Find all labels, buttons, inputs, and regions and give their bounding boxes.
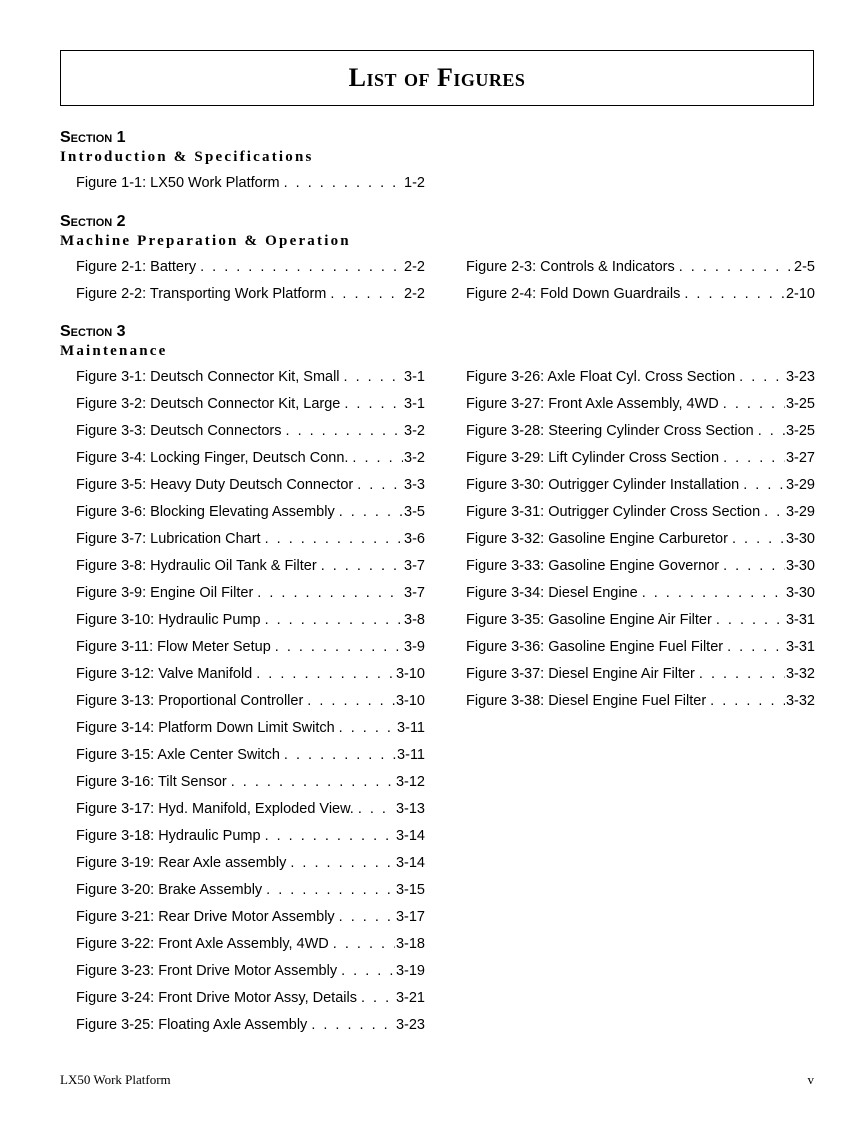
- figure-page-number: 3-11: [397, 747, 425, 763]
- figure-entry[interactable]: [466, 418, 815, 445]
- dot-leader: [716, 607, 785, 634]
- figure-page-number: 2-2: [404, 286, 425, 302]
- left-column: [76, 364, 425, 1039]
- dot-leader: [739, 364, 785, 391]
- figure-entry[interactable]: [76, 715, 425, 742]
- figure-label: Figure 3-2: Deutsch Connector Kit, Large: [76, 396, 341, 412]
- dot-leader: [265, 607, 403, 634]
- figure-page-number: 3-32: [785, 693, 815, 709]
- figure-label: Figure 3-4: Locking Finger, Deutsch Conn.: [76, 450, 349, 466]
- dot-leader: [764, 499, 785, 526]
- figure-entry[interactable]: [76, 418, 425, 445]
- dot-leader: [330, 281, 403, 308]
- dot-leader: [727, 634, 785, 661]
- dot-leader: [758, 418, 785, 445]
- figure-entry[interactable]: [76, 607, 425, 634]
- figure-label: Figure 2-1: Battery: [76, 259, 197, 275]
- figure-label: Figure 3-35: Gasoline Engine Air Filter: [466, 612, 712, 628]
- dot-leader: [339, 715, 396, 742]
- figure-page-number: 3-30: [785, 531, 815, 547]
- figure-label: Figure 3-26: Axle Float Cyl. Cross Section: [466, 369, 736, 385]
- figure-entry[interactable]: [76, 877, 425, 904]
- figure-page-number: 3-8: [404, 612, 425, 628]
- figure-page-number: 3-18: [395, 936, 425, 952]
- figure-entry[interactable]: [76, 499, 425, 526]
- figure-page-number: 3-12: [395, 774, 425, 790]
- figure-page-number: 3-30: [785, 558, 815, 574]
- figure-page-number: 3-27: [785, 450, 815, 466]
- figure-label: Figure 3-6: Blocking Elevating Assembly: [76, 504, 335, 520]
- figure-label: Figure 3-25: Floating Axle Assembly: [76, 1017, 308, 1033]
- dot-leader: [286, 418, 404, 445]
- figure-label: Figure 2-2: Transporting Work Platform: [76, 286, 327, 302]
- figure-page-number: 3-25: [785, 423, 815, 439]
- figure-entry[interactable]: [76, 742, 425, 769]
- figure-entry[interactable]: [466, 688, 815, 715]
- figure-entry[interactable]: [76, 634, 425, 661]
- figure-page-number: 3-17: [395, 909, 425, 925]
- figure-page-number: 3-1: [404, 369, 425, 385]
- figure-entry[interactable]: [76, 985, 425, 1012]
- section-title: Machine Preparation & Operation: [60, 233, 351, 249]
- dot-leader: [642, 580, 785, 607]
- figure-label: Figure 3-38: Diesel Engine Fuel Filter: [466, 693, 707, 709]
- title-box: [60, 50, 814, 106]
- figure-entry[interactable]: [466, 472, 815, 499]
- figure-entry[interactable]: [76, 472, 425, 499]
- figure-page-number: 3-6: [404, 531, 425, 547]
- figure-label: Figure 3-24: Front Drive Motor Assy, Details: [76, 990, 357, 1006]
- figure-label: Figure 3-37: Diesel Engine Air Filter: [466, 666, 695, 682]
- dot-leader: [311, 1012, 395, 1039]
- figure-label: Figure 3-3: Deutsch Connectors: [76, 423, 282, 439]
- figure-page-number: 3-13: [395, 801, 425, 817]
- figure-page-number: 3-15: [395, 882, 425, 898]
- dot-leader: [266, 877, 395, 904]
- figure-label: Figure 2-4: Fold Down Guardrails: [466, 286, 681, 302]
- figure-label: Figure 3-28: Steering Cylinder Cross Section: [466, 423, 754, 439]
- figure-page-number: 3-7: [404, 585, 425, 601]
- dot-leader: [265, 526, 403, 553]
- figure-entry[interactable]: [76, 526, 425, 553]
- figure-page-number: 3-32: [785, 666, 815, 682]
- figure-label: Figure 3-34: Diesel Engine: [466, 585, 638, 601]
- figure-entry[interactable]: [76, 850, 425, 877]
- section-2: [60, 212, 820, 302]
- figure-entry[interactable]: [76, 580, 425, 607]
- figure-page-number: 3-2: [404, 423, 425, 439]
- dot-leader: [723, 445, 785, 472]
- dot-leader: [358, 796, 395, 823]
- figure-entry[interactable]: [76, 281, 425, 308]
- footer-doc-title: LX50 Work Platform: [60, 1072, 171, 1087]
- dot-leader: [231, 769, 395, 796]
- figure-label: Figure 3-8: Hydraulic Oil Tank & Filter: [76, 558, 317, 574]
- figure-label: Figure 3-11: Flow Meter Setup: [76, 639, 271, 655]
- figure-entry[interactable]: [76, 254, 425, 281]
- right-column: [466, 364, 815, 715]
- figure-label: Figure 3-29: Lift Cylinder Cross Section: [466, 450, 720, 466]
- dot-leader: [710, 688, 785, 715]
- figure-page-number: 3-14: [395, 855, 425, 871]
- section-label: Section 3: [60, 323, 126, 340]
- figure-entry[interactable]: [466, 580, 815, 607]
- section-1: [60, 128, 820, 191]
- figure-entry[interactable]: [466, 281, 815, 308]
- figure-label: Figure 3-17: Hyd. Manifold, Exploded View.: [76, 801, 354, 817]
- figure-page-number: 2-5: [794, 259, 815, 275]
- figure-page-number: 3-3: [404, 477, 425, 493]
- dot-leader: [339, 499, 403, 526]
- dot-leader: [341, 958, 395, 985]
- figure-label: Figure 3-27: Front Axle Assembly, 4WD: [466, 396, 719, 412]
- dot-leader: [333, 931, 395, 958]
- figure-entry[interactable]: [76, 364, 425, 391]
- figure-page-number: 3-2: [404, 450, 425, 466]
- figure-page-number: 3-31: [785, 639, 815, 655]
- figure-label: Figure 3-36: Gasoline Engine Fuel Filter: [466, 639, 724, 655]
- figure-entry[interactable]: [466, 526, 815, 553]
- dot-leader: [344, 391, 403, 418]
- figure-entry[interactable]: [76, 931, 425, 958]
- figure-entry[interactable]: [76, 1012, 425, 1039]
- figure-page-number: 3-23: [395, 1017, 425, 1033]
- figure-page-number: 3-21: [395, 990, 425, 1006]
- figure-entry[interactable]: [76, 391, 425, 418]
- figure-entry[interactable]: [466, 445, 815, 472]
- figure-label: Figure 3-32: Gasoline Engine Carburetor: [466, 531, 728, 547]
- figure-label: Figure 3-20: Brake Assembly: [76, 882, 263, 898]
- figure-label: Figure 3-16: Tilt Sensor: [76, 774, 227, 790]
- figure-entry[interactable]: [76, 170, 425, 197]
- footer-page-number: v: [807, 1072, 814, 1087]
- figure-label: Figure 3-10: Hydraulic Pump: [76, 612, 261, 628]
- figure-label: Figure 3-1: Deutsch Connector Kit, Small: [76, 369, 340, 385]
- left-column: [76, 170, 425, 197]
- figure-page-number: 3-29: [785, 477, 815, 493]
- left-column: [76, 254, 425, 308]
- figure-label: Figure 3-15: Axle Center Switch: [76, 747, 280, 763]
- dot-leader: [256, 661, 395, 688]
- dot-leader: [321, 553, 403, 580]
- dot-leader: [275, 634, 403, 661]
- dot-leader: [723, 391, 785, 418]
- figure-entry[interactable]: [466, 364, 815, 391]
- figure-label: Figure 3-9: Engine Oil Filter: [76, 585, 254, 601]
- figure-label: Figure 3-12: Valve Manifold: [76, 666, 253, 682]
- figure-label: Figure 3-23: Front Drive Motor Assembly: [76, 963, 338, 979]
- figure-label: Figure 3-5: Heavy Duty Deutsch Connector: [76, 477, 354, 493]
- figure-label: Figure 3-14: Platform Down Limit Switch: [76, 720, 335, 736]
- dot-leader: [699, 661, 785, 688]
- dot-leader: [723, 553, 785, 580]
- figure-page-number: 2-10: [785, 286, 815, 302]
- figure-entry[interactable]: [466, 391, 815, 418]
- figure-page-number: 3-1: [404, 396, 425, 412]
- figure-page-number: 3-30: [785, 585, 815, 601]
- section-3: [60, 322, 820, 1033]
- figure-page-number: 3-7: [404, 558, 425, 574]
- figure-entry[interactable]: [466, 254, 815, 281]
- figure-page-number: 3-25: [785, 396, 815, 412]
- figure-page-number: 3-10: [395, 666, 425, 682]
- figure-label: Figure 3-30: Outrigger Cylinder Installation: [466, 477, 740, 493]
- figure-page-number: 3-23: [785, 369, 815, 385]
- figure-entry[interactable]: [76, 904, 425, 931]
- dot-leader: [284, 742, 396, 769]
- figure-page-number: 3-29: [785, 504, 815, 520]
- figure-label: Figure 2-3: Controls & Indicators: [466, 259, 675, 275]
- figure-label: Figure 3-7: Lubrication Chart: [76, 531, 261, 547]
- figure-label: Figure 3-33: Gasoline Engine Governor: [466, 558, 720, 574]
- dot-leader: [344, 364, 404, 391]
- figure-entry[interactable]: [76, 661, 425, 688]
- figure-entry[interactable]: [466, 553, 815, 580]
- figure-page-number: 3-9: [404, 639, 425, 655]
- dot-leader: [265, 823, 395, 850]
- dot-leader: [743, 472, 785, 499]
- dot-leader: [679, 254, 793, 281]
- section-label: Section 1: [60, 129, 126, 146]
- figure-page-number: 3-10: [395, 693, 425, 709]
- dot-leader: [684, 281, 785, 308]
- figure-entry[interactable]: [76, 553, 425, 580]
- figure-entry[interactable]: [76, 958, 425, 985]
- figure-entry[interactable]: [76, 823, 425, 850]
- figure-entry[interactable]: [466, 607, 815, 634]
- figure-label: Figure 1-1: LX50 Work Platform: [76, 175, 280, 191]
- figure-page-number: 3-5: [404, 504, 425, 520]
- figure-entry[interactable]: [76, 445, 425, 472]
- dot-leader: [361, 985, 395, 1012]
- figure-entry[interactable]: [76, 796, 425, 823]
- dot-leader: [732, 526, 785, 553]
- figure-page-number: 3-11: [397, 720, 425, 736]
- dot-leader: [290, 850, 395, 877]
- section-title: Maintenance: [60, 343, 168, 359]
- dot-leader: [307, 688, 395, 715]
- section-title: Introduction & Specifications: [60, 149, 314, 165]
- figure-page-number: 3-19: [395, 963, 425, 979]
- figure-label: Figure 3-18: Hydraulic Pump: [76, 828, 261, 844]
- figure-entry[interactable]: [466, 661, 815, 688]
- figure-entry[interactable]: [76, 688, 425, 715]
- figure-label: Figure 3-19: Rear Axle assembly: [76, 855, 287, 871]
- dot-leader: [257, 580, 403, 607]
- dot-leader: [352, 445, 403, 472]
- dot-leader: [339, 904, 395, 931]
- dot-leader: [284, 170, 403, 197]
- figure-page-number: 2-2: [404, 259, 425, 275]
- figure-page-number: 3-31: [785, 612, 815, 628]
- figure-page-number: 3-14: [395, 828, 425, 844]
- figure-label: Figure 3-21: Rear Drive Motor Assembly: [76, 909, 335, 925]
- dot-leader: [200, 254, 403, 281]
- page-title: List of Figures: [348, 63, 526, 92]
- figure-entry[interactable]: [466, 634, 815, 661]
- figure-entry[interactable]: [466, 499, 815, 526]
- figure-page-number: 1-2: [404, 175, 425, 191]
- figure-entry[interactable]: [76, 769, 425, 796]
- figure-label: Figure 3-13: Proportional Controller: [76, 693, 304, 709]
- figure-label: Figure 3-22: Front Axle Assembly, 4WD: [76, 936, 329, 952]
- right-column: [466, 254, 815, 308]
- figure-label: Figure 3-31: Outrigger Cylinder Cross Section: [466, 504, 761, 520]
- section-label: Section 2: [60, 213, 126, 230]
- dot-leader: [357, 472, 403, 499]
